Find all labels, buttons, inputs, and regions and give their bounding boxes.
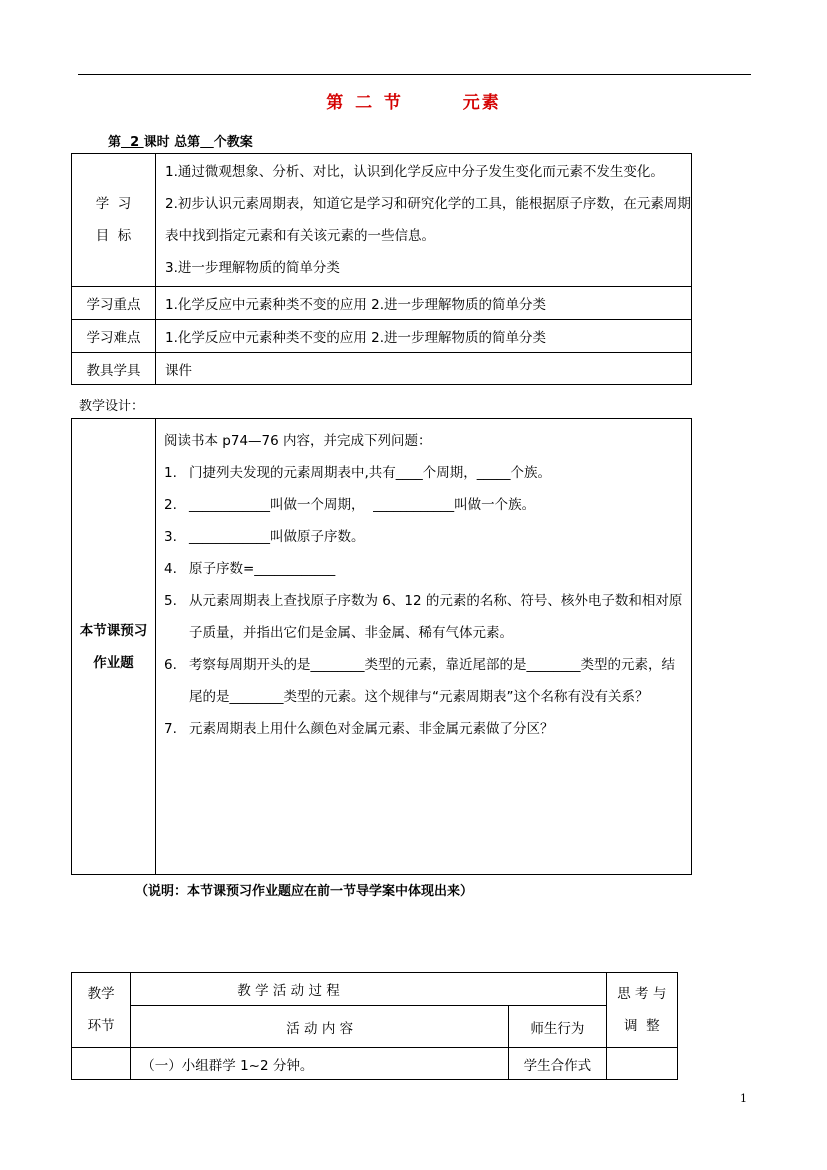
difficulties-text: 1.化学反应中元素种类不变的应用 2.进一步理解物质的简单分类 bbox=[156, 320, 692, 353]
stage-header: 教学 环节 bbox=[72, 973, 131, 1048]
goals-content bbox=[156, 154, 692, 287]
page-title bbox=[0, 88, 827, 113]
table-cell: （一）小组群学 1~2 分钟。 bbox=[131, 1048, 509, 1080]
process-table bbox=[71, 972, 678, 1080]
preview-table bbox=[71, 418, 692, 875]
list-item: 5. 从元素周期表上查找原子序数为 6、12 的元素的名称、符号、核外电子数和相对原子质量，并指出它们是金属、非金属、稀有气体元素。 bbox=[164, 593, 683, 641]
list-item: 6. 考察每周期开头的是________类型的元素，靠近尾部的是________类型的元素，结尾的是________类型的元素。这个规律与“元素周期表”这个名称有没有关系？ bbox=[164, 657, 675, 705]
lesson-count-line: 第 2 课时 总第 个教案 bbox=[108, 135, 253, 150]
table-cell bbox=[72, 1048, 131, 1080]
difficulties-label: 学习难点 bbox=[72, 320, 156, 353]
preview-intro: 阅读书本 p74—76 内容，并完成下列问题： bbox=[164, 433, 432, 449]
goal-item: 2.初步认识元素周期表，知道它是学习和研究化学的工具，能根据原子序数，在元素周期表中找到指定元素和有关该元素的一些信息。 bbox=[165, 196, 691, 244]
preview-content bbox=[156, 419, 692, 875]
page-number: 1 bbox=[740, 1092, 747, 1105]
list-item: 2. ____________叫做一个周期， ____________叫做一个族。 bbox=[164, 497, 536, 513]
content-header: 活 动 内 容 bbox=[131, 1006, 509, 1048]
table-cell bbox=[606, 1048, 677, 1080]
section-title: 第 二 节 bbox=[326, 93, 401, 113]
header-rule bbox=[78, 74, 751, 75]
list-item: 7. 元素周期表上用什么颜色对金属元素、非金属元素做了分区？ bbox=[164, 721, 554, 737]
table-cell: 学生合作式 bbox=[509, 1048, 606, 1080]
preview-label: 本节课预习作业题 bbox=[72, 419, 156, 875]
list-item: 3. ____________叫做原子序数。 bbox=[164, 529, 365, 545]
objectives-table bbox=[71, 153, 692, 385]
goal-item: 1.通过微观想象、分析、对比，认识到化学反应中分子发生变化而元素不发生变化。 bbox=[165, 164, 664, 180]
topic-title: 元素 bbox=[462, 93, 501, 113]
key-points-label: 学习重点 bbox=[72, 287, 156, 320]
key-points-text: 1.化学反应中元素种类不变的应用 2.进一步理解物质的简单分类 bbox=[156, 287, 692, 320]
behavior-header: 师生行为 bbox=[509, 1006, 606, 1048]
goals-label: 学 习 目 标 bbox=[72, 154, 156, 287]
design-label: 教学设计： bbox=[79, 399, 145, 414]
activity-header: 教 学 活 动 过 程 bbox=[131, 973, 606, 1006]
goal-item: 3.进一步理解物质的简单分类 bbox=[165, 260, 340, 276]
list-item: 1. 门捷列夫发现的元素周期表中,共有____个周期，_____个族。 bbox=[164, 465, 552, 481]
tools-text: 课件 bbox=[156, 353, 692, 385]
reflect-header: 思 考 与 调 整 bbox=[606, 973, 677, 1048]
list-item: 4. 原子序数=____________ bbox=[164, 561, 336, 577]
note-text: （说明：本节课预习作业题应在前一节导学案中体现出来） bbox=[135, 884, 474, 899]
tools-label: 教具学具 bbox=[72, 353, 156, 385]
